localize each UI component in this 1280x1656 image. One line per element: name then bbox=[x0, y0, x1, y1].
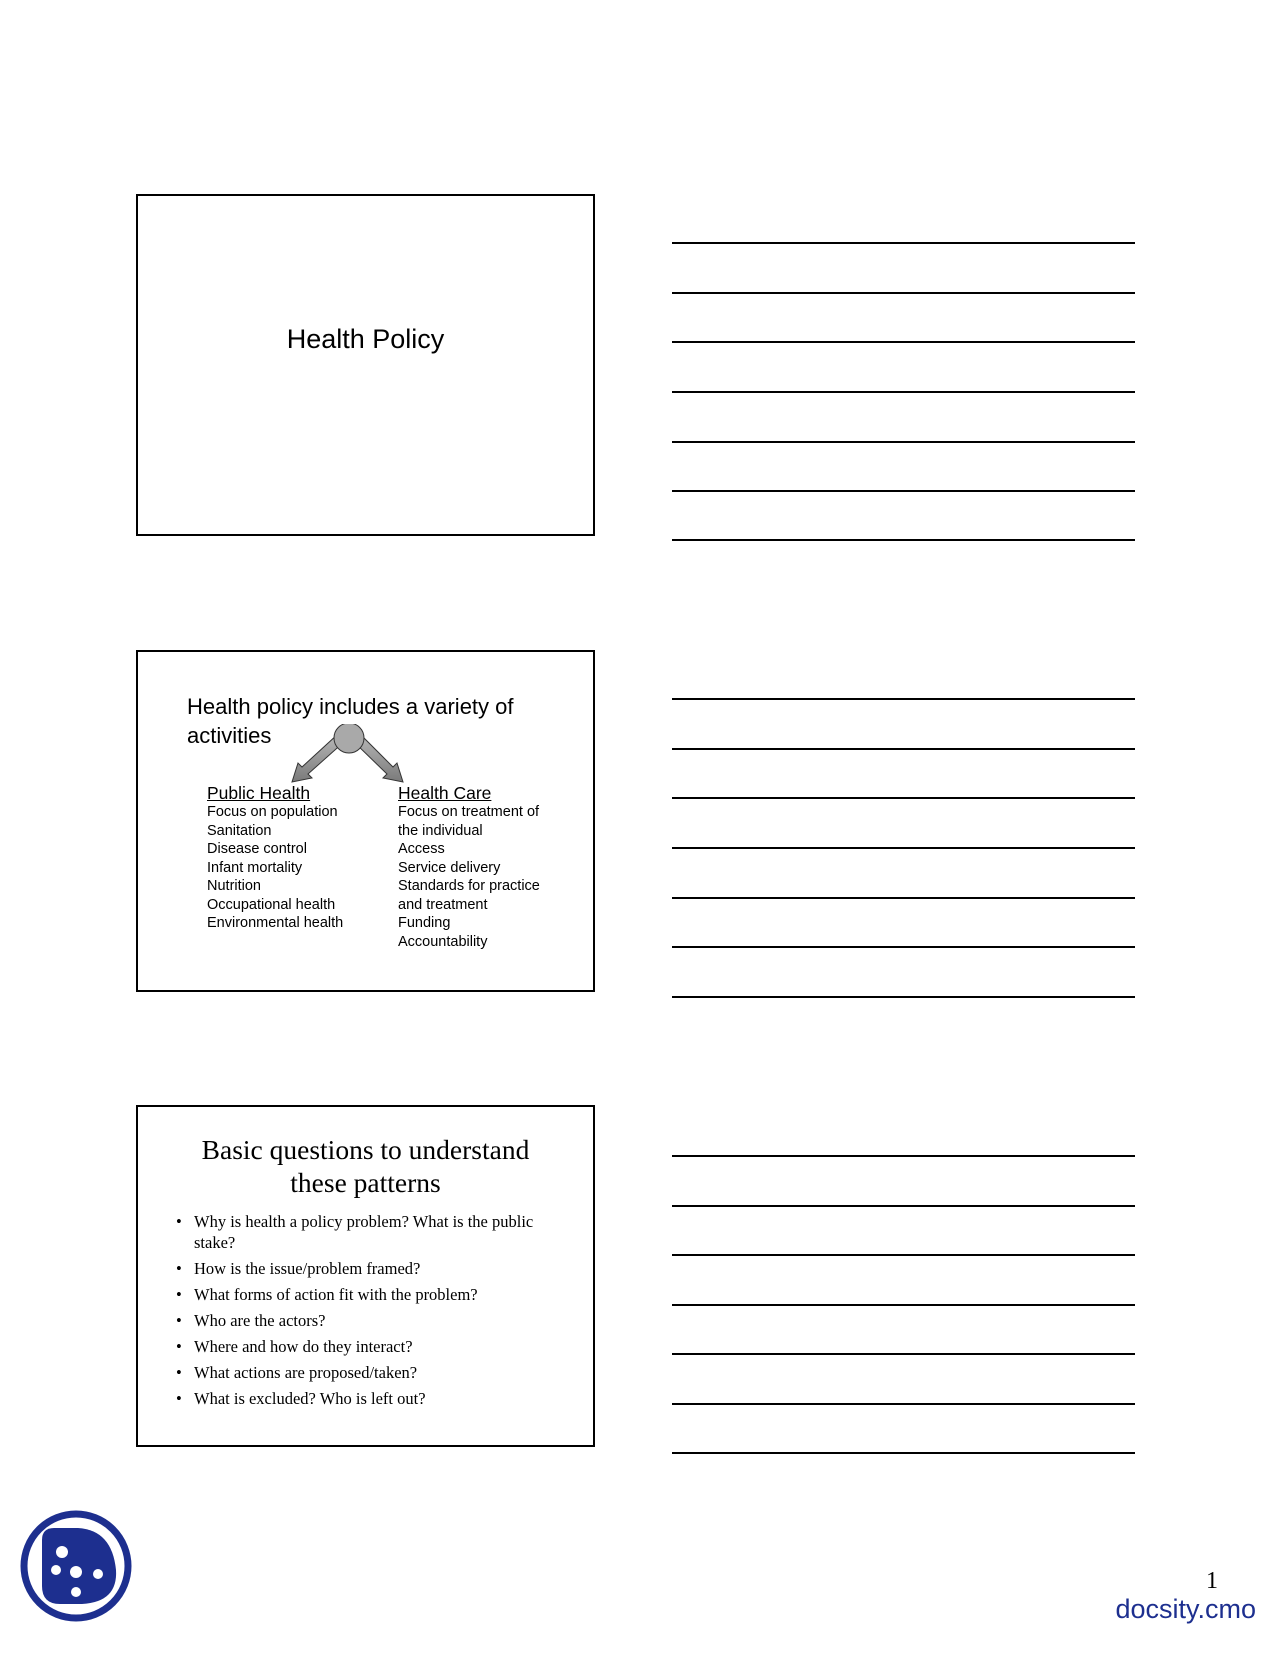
slide-3-title-line: these patterns bbox=[290, 1167, 441, 1198]
bullet-icon: • bbox=[176, 1285, 182, 1304]
note-line bbox=[672, 539, 1135, 541]
slide-3 bbox=[136, 1105, 595, 1447]
public-health-heading: Public Health bbox=[207, 783, 311, 803]
question-text: Why is health a policy problem? What is the public stake? bbox=[194, 1212, 534, 1252]
health-care-column bbox=[398, 782, 540, 951]
note-line bbox=[672, 1254, 1135, 1256]
list-item bbox=[176, 1258, 556, 1279]
public-health-item: Occupational health bbox=[207, 896, 336, 913]
health-care-item: Service delivery bbox=[398, 859, 501, 876]
public-health-item: Nutrition bbox=[207, 878, 261, 894]
public-health-item: Disease control bbox=[207, 841, 307, 857]
note-line bbox=[672, 1452, 1135, 1454]
note-line bbox=[672, 1304, 1135, 1306]
health-care-item: the individual bbox=[398, 822, 483, 839]
brand-wordmark[interactable]: docsity.cmo bbox=[1115, 1594, 1256, 1624]
slide-2-title: Health policy includes a variety of activities bbox=[187, 694, 514, 748]
public-health-item: Infant mortality bbox=[207, 859, 303, 876]
note-line bbox=[672, 292, 1135, 294]
public-health-item: Sanitation bbox=[207, 822, 272, 839]
bullet-icon: • bbox=[176, 1389, 182, 1408]
note-line bbox=[672, 1205, 1135, 1207]
docsity-logo-icon bbox=[20, 1510, 132, 1622]
list-item bbox=[176, 1336, 556, 1357]
bullet-icon: • bbox=[176, 1363, 182, 1382]
list-item bbox=[176, 1211, 556, 1253]
bullet-icon: • bbox=[176, 1311, 182, 1330]
question-text: Who are the actors? bbox=[194, 1311, 326, 1330]
bullet-icon: • bbox=[176, 1259, 182, 1278]
public-health-item: Environmental health bbox=[207, 915, 344, 931]
question-text: What is excluded? Who is left out? bbox=[194, 1389, 426, 1408]
note-line bbox=[672, 490, 1135, 492]
question-text: What forms of action fit with the problem? bbox=[194, 1285, 478, 1304]
note-line bbox=[672, 1403, 1135, 1405]
slide-3-title bbox=[138, 1133, 593, 1199]
note-line bbox=[672, 441, 1135, 443]
note-line bbox=[672, 748, 1135, 750]
list-item bbox=[176, 1310, 556, 1331]
list-item bbox=[176, 1284, 556, 1305]
health-care-item: Funding bbox=[398, 915, 451, 931]
note-line bbox=[672, 1155, 1135, 1157]
note-line bbox=[672, 797, 1135, 799]
public-health-column bbox=[207, 782, 343, 933]
health-care-item: and treatment bbox=[398, 896, 488, 913]
question-list bbox=[176, 1211, 556, 1414]
question-text: What actions are proposed/taken? bbox=[194, 1363, 418, 1382]
note-line bbox=[672, 698, 1135, 700]
note-line bbox=[672, 1353, 1135, 1355]
health-care-item: Accountability bbox=[398, 933, 488, 950]
note-line bbox=[672, 242, 1135, 244]
public-health-item: Focus on population bbox=[207, 804, 338, 820]
health-care-heading: Health Care bbox=[398, 783, 492, 803]
note-line bbox=[672, 847, 1135, 849]
note-line bbox=[672, 996, 1135, 998]
health-care-item: Standards for practice bbox=[398, 878, 540, 894]
slide-1 bbox=[136, 194, 595, 536]
note-line bbox=[672, 897, 1135, 899]
note-line bbox=[672, 391, 1135, 393]
health-care-item: Focus on treatment of bbox=[398, 804, 540, 820]
question-text: Where and how do they interact? bbox=[194, 1337, 413, 1356]
bullet-icon: • bbox=[176, 1337, 182, 1356]
slide-1-title: Health Policy bbox=[286, 324, 445, 354]
slide-2 bbox=[136, 650, 595, 992]
list-item bbox=[176, 1388, 556, 1409]
slide-3-title-line: Basic questions to understand bbox=[201, 1134, 530, 1165]
page-number: 1 bbox=[1206, 1568, 1218, 1594]
bullet-icon: • bbox=[176, 1212, 182, 1231]
note-line bbox=[672, 946, 1135, 948]
list-item bbox=[176, 1362, 556, 1383]
note-line bbox=[672, 341, 1135, 343]
health-care-item: Access bbox=[398, 841, 445, 857]
question-text: How is the issue/problem framed? bbox=[194, 1259, 421, 1278]
